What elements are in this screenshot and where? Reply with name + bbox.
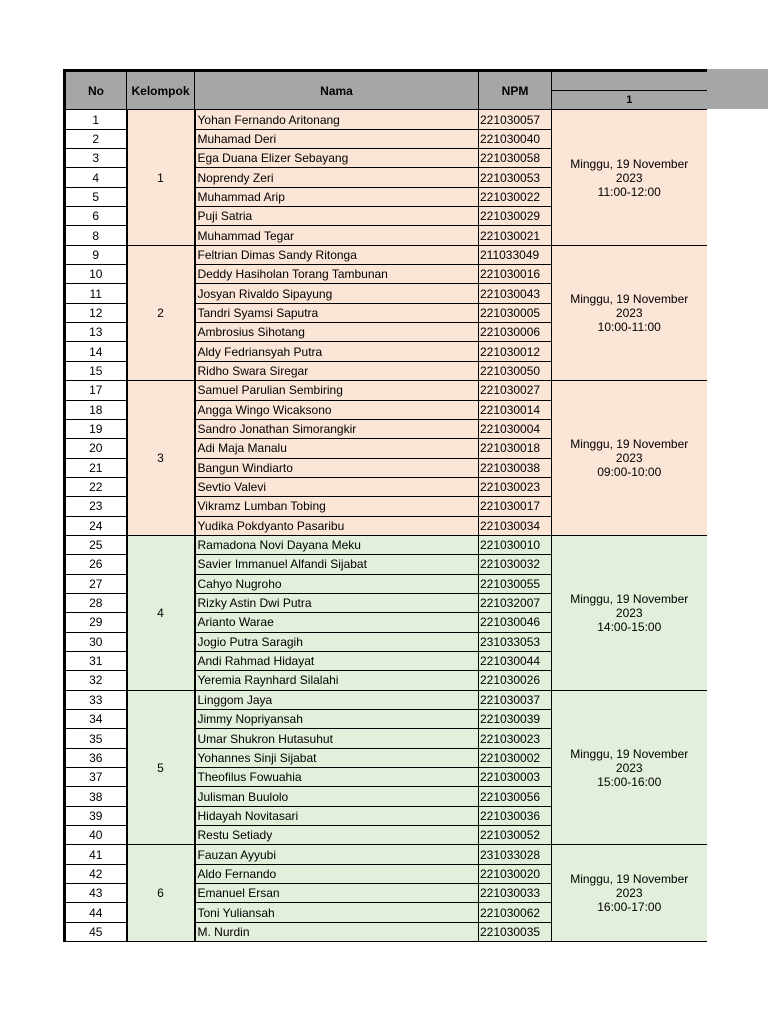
- cell-npm[interactable]: 221030010: [479, 535, 552, 554]
- schedule-time: 09:00-10:00: [597, 465, 662, 480]
- cell-nama[interactable]: Linggom Jaya: [195, 690, 479, 709]
- column-header-kelompok[interactable]: Kelompok: [127, 71, 195, 110]
- schedule-year: 2023: [615, 305, 643, 320]
- schedule-year: 2023: [615, 886, 643, 901]
- cell-nama[interactable]: Julisman Buulolo: [195, 787, 479, 806]
- cell-npm[interactable]: 221030058: [479, 149, 552, 168]
- cell-no[interactable]: 38: [65, 787, 127, 806]
- cell-schedule[interactable]: [552, 381, 707, 536]
- cell-no[interactable]: 42: [65, 864, 127, 883]
- cell-nama[interactable]: Samuel Parulian Sembiring: [195, 381, 479, 400]
- cell-no[interactable]: 22: [65, 477, 127, 496]
- cell-no[interactable]: 13: [65, 323, 127, 342]
- cell-nama[interactable]: Muhammad Tegar: [195, 226, 479, 245]
- cell-no[interactable]: 32: [65, 671, 127, 690]
- cell-npm[interactable]: 231033053: [479, 632, 552, 651]
- table-body: [65, 110, 707, 942]
- cell-npm[interactable]: 221030004: [479, 419, 552, 438]
- cell-no[interactable]: 37: [65, 768, 127, 787]
- cell-nama[interactable]: Andi Rahmad Hidayat: [195, 651, 479, 670]
- cell-nama[interactable]: Vikramz Lumban Tobing: [195, 497, 479, 516]
- cell-npm[interactable]: 221030021: [479, 226, 552, 245]
- cell-npm[interactable]: 221030023: [479, 477, 552, 496]
- cell-no[interactable]: 31: [65, 651, 127, 670]
- cell-nama[interactable]: Bangun Windiarto: [195, 458, 479, 477]
- cell-nama[interactable]: M. Nurdin: [195, 922, 479, 941]
- cell-npm[interactable]: 221030027: [479, 381, 552, 400]
- cell-no[interactable]: 11: [65, 284, 127, 303]
- cell-kelompok[interactable]: 2: [127, 245, 195, 380]
- cell-nama[interactable]: Sandro Jonathan Simorangkir: [195, 419, 479, 438]
- cell-no[interactable]: 4: [65, 168, 127, 187]
- cell-npm[interactable]: 221030050: [479, 361, 552, 380]
- cell-no[interactable]: 39: [65, 806, 127, 825]
- cell-nama[interactable]: Arianto Warae: [195, 613, 479, 632]
- cell-npm[interactable]: 221030053: [479, 168, 552, 187]
- cell-no[interactable]: 23: [65, 497, 127, 516]
- cell-nama[interactable]: Feltrian Dimas Sandy Ritonga: [195, 245, 479, 264]
- cell-no[interactable]: 19: [65, 419, 127, 438]
- cell-no[interactable]: 34: [65, 710, 127, 729]
- cell-npm[interactable]: 221030016: [479, 265, 552, 284]
- cell-no[interactable]: 6: [65, 207, 127, 226]
- cell-no[interactable]: 9: [65, 245, 127, 264]
- cell-no[interactable]: 27: [65, 574, 127, 593]
- cell-nama[interactable]: Fauzan Ayyubi: [195, 845, 479, 864]
- cell-no[interactable]: 43: [65, 884, 127, 903]
- cell-nama[interactable]: Yohan Fernando Aritonang: [195, 110, 479, 129]
- cell-npm[interactable]: 221030012: [479, 342, 552, 361]
- cell-npm[interactable]: 221030052: [479, 826, 552, 845]
- cell-no[interactable]: 17: [65, 381, 127, 400]
- table-row: [65, 110, 707, 129]
- cell-npm[interactable]: 211033049: [479, 245, 552, 264]
- cell-npm[interactable]: 221030043: [479, 284, 552, 303]
- cell-no[interactable]: 24: [65, 516, 127, 535]
- cell-nama[interactable]: Muhamad Deri: [195, 129, 479, 148]
- cell-schedule[interactable]: [552, 110, 707, 245]
- cell-npm[interactable]: 221030020: [479, 864, 552, 883]
- cell-kelompok[interactable]: 3: [127, 381, 195, 536]
- cell-npm[interactable]: 221030044: [479, 651, 552, 670]
- cell-npm[interactable]: 221030039: [479, 710, 552, 729]
- cell-nama[interactable]: Aldo Fernando: [195, 864, 479, 883]
- cell-npm[interactable]: 221030038: [479, 458, 552, 477]
- cell-nama[interactable]: Yeremia Raynhard Silalahi: [195, 671, 479, 690]
- cell-npm[interactable]: 221030018: [479, 439, 552, 458]
- cell-npm[interactable]: 231033028: [479, 845, 552, 864]
- schedule-time: 15:00-16:00: [597, 774, 662, 789]
- cell-no[interactable]: 20: [65, 439, 127, 458]
- cell-schedule[interactable]: [552, 535, 707, 690]
- cell-nama[interactable]: Noprendy Zeri: [195, 168, 479, 187]
- cell-no[interactable]: 10: [65, 265, 127, 284]
- cell-no[interactable]: 3: [65, 149, 127, 168]
- cell-no[interactable]: 30: [65, 632, 127, 651]
- cell-nama[interactable]: Restu Setiady: [195, 826, 479, 845]
- cell-no[interactable]: 26: [65, 555, 127, 574]
- cell-npm[interactable]: 221030023: [479, 729, 552, 748]
- table-row: [65, 245, 707, 264]
- schedule-date: Minggu, 19 November: [570, 437, 689, 452]
- cell-npm[interactable]: 221030022: [479, 187, 552, 206]
- cell-no[interactable]: 12: [65, 303, 127, 322]
- cell-no[interactable]: 25: [65, 535, 127, 554]
- cell-nama[interactable]: Ramadona Novi Dayana Meku: [195, 535, 479, 554]
- cell-no[interactable]: 2: [65, 129, 127, 148]
- cell-no[interactable]: 33: [65, 690, 127, 709]
- cell-nama[interactable]: Ridho Swara Siregar: [195, 361, 479, 380]
- cell-nama[interactable]: Adi Maja Manalu: [195, 439, 479, 458]
- cell-no[interactable]: 14: [65, 342, 127, 361]
- schedule-date: Minggu, 19 November: [570, 156, 689, 171]
- table-row: [65, 381, 707, 400]
- cell-npm[interactable]: 221030032: [479, 555, 552, 574]
- cell-npm[interactable]: 221030005: [479, 303, 552, 322]
- cell-kelompok[interactable]: 5: [127, 690, 195, 845]
- schedule-time: 11:00-12:00: [597, 184, 661, 199]
- schedule-date: Minggu, 19 November: [570, 872, 689, 887]
- cell-nama[interactable]: Rizky Astin Dwi Putra: [195, 593, 479, 612]
- column-header-npm[interactable]: NPM: [479, 71, 552, 110]
- cell-npm[interactable]: 221030046: [479, 613, 552, 632]
- cell-kelompok[interactable]: 6: [127, 845, 195, 942]
- column-header-nama[interactable]: Nama: [195, 71, 479, 110]
- cell-nama[interactable]: Josyan Rivaldo Sipayung: [195, 284, 479, 303]
- cell-npm[interactable]: 221030006: [479, 323, 552, 342]
- cell-nama[interactable]: Umar Shukron Hutasuhut: [195, 729, 479, 748]
- cell-kelompok[interactable]: 1: [127, 110, 195, 245]
- schedule-date: Minggu, 19 November: [570, 291, 689, 306]
- schedule-year: 2023: [615, 760, 643, 775]
- cell-schedule[interactable]: [552, 690, 707, 845]
- cell-no[interactable]: 36: [65, 748, 127, 767]
- cell-npm[interactable]: 221030055: [479, 574, 552, 593]
- cell-nama[interactable]: Deddy Hasiholan Torang Tambunan: [195, 265, 479, 284]
- cell-nama[interactable]: Cahyo Nugroho: [195, 574, 479, 593]
- cell-no[interactable]: 41: [65, 845, 127, 864]
- cell-no[interactable]: 1: [65, 110, 127, 129]
- cell-npm[interactable]: 221030014: [479, 400, 552, 419]
- cell-npm[interactable]: 221030035: [479, 922, 552, 941]
- cell-no[interactable]: 21: [65, 458, 127, 477]
- table-row: [65, 535, 707, 554]
- cell-nama[interactable]: Angga Wingo Wicaksono: [195, 400, 479, 419]
- cell-no[interactable]: 28: [65, 593, 127, 612]
- schedule-year: 2023: [615, 451, 643, 466]
- schedule-time: 10:00-11:00: [597, 319, 661, 334]
- column-header-session-blank[interactable]: [552, 71, 707, 91]
- schedule-year: 2023: [615, 170, 643, 185]
- cell-npm[interactable]: 221030062: [479, 903, 552, 922]
- cell-npm[interactable]: 221030033: [479, 884, 552, 903]
- cell-nama[interactable]: Jimmy Nopriyansah: [195, 710, 479, 729]
- cell-npm[interactable]: 221032007: [479, 593, 552, 612]
- column-header-session[interactable]: 1: [552, 91, 707, 110]
- cell-nama[interactable]: Theofilus Fowuahia: [195, 768, 479, 787]
- cell-kelompok[interactable]: 4: [127, 535, 195, 690]
- table-row: [65, 845, 707, 864]
- cell-schedule[interactable]: [552, 845, 707, 942]
- cell-no[interactable]: 45: [65, 922, 127, 941]
- cell-nama[interactable]: Aldy Fedriansyah Putra: [195, 342, 479, 361]
- cell-nama[interactable]: Puji Satria: [195, 207, 479, 226]
- cell-npm[interactable]: 221030036: [479, 806, 552, 825]
- table-row: [65, 690, 707, 709]
- schedule-time: 14:00-15:00: [597, 619, 662, 634]
- cell-nama[interactable]: Savier Immanuel Alfandi Sijabat: [195, 555, 479, 574]
- cell-no[interactable]: 8: [65, 226, 127, 245]
- cell-no[interactable]: 15: [65, 361, 127, 380]
- cell-npm[interactable]: 221030056: [479, 787, 552, 806]
- schedule-time: 16:00-17:00: [597, 900, 662, 915]
- cell-nama[interactable]: Jogio Putra Saragih: [195, 632, 479, 651]
- cell-nama[interactable]: Ambrosius Sihotang: [195, 323, 479, 342]
- cell-npm[interactable]: 221030034: [479, 516, 552, 535]
- group-schedule-table: [63, 69, 707, 942]
- cell-no[interactable]: 40: [65, 826, 127, 845]
- cell-no[interactable]: 18: [65, 400, 127, 419]
- cell-no[interactable]: 44: [65, 903, 127, 922]
- cell-nama[interactable]: Toni Yuliansah: [195, 903, 479, 922]
- schedule-date: Minggu, 19 November: [570, 746, 689, 761]
- cell-npm[interactable]: 221030057: [479, 110, 552, 129]
- cell-nama[interactable]: Tandri Syamsi Saputra: [195, 303, 479, 322]
- cell-no[interactable]: 29: [65, 613, 127, 632]
- cell-nama[interactable]: Ega Duana Elizer Sebayang: [195, 149, 479, 168]
- cell-schedule[interactable]: [552, 245, 707, 380]
- cell-no[interactable]: 35: [65, 729, 127, 748]
- cell-npm[interactable]: 221030017: [479, 497, 552, 516]
- cell-npm[interactable]: 221030029: [479, 207, 552, 226]
- cell-nama[interactable]: Muhammad Arip: [195, 187, 479, 206]
- cell-npm[interactable]: 221030002: [479, 748, 552, 767]
- column-header-no[interactable]: No: [65, 71, 127, 110]
- cell-nama[interactable]: Hidayah Novitasari: [195, 806, 479, 825]
- cell-nama[interactable]: Yudika Pokdyanto Pasaribu: [195, 516, 479, 535]
- cell-npm[interactable]: 221030037: [479, 690, 552, 709]
- cell-no[interactable]: 5: [65, 187, 127, 206]
- cell-nama[interactable]: Yohannes Sinji Sijabat: [195, 748, 479, 767]
- spreadsheet: [63, 69, 768, 944]
- schedule-date: Minggu, 19 November: [570, 591, 689, 606]
- schedule-year: 2023: [615, 605, 643, 620]
- cell-nama[interactable]: Sevtio Valevi: [195, 477, 479, 496]
- cell-npm[interactable]: 221030003: [479, 768, 552, 787]
- cell-nama[interactable]: Emanuel Ersan: [195, 884, 479, 903]
- cell-npm[interactable]: 221030040: [479, 129, 552, 148]
- cell-npm[interactable]: 221030026: [479, 671, 552, 690]
